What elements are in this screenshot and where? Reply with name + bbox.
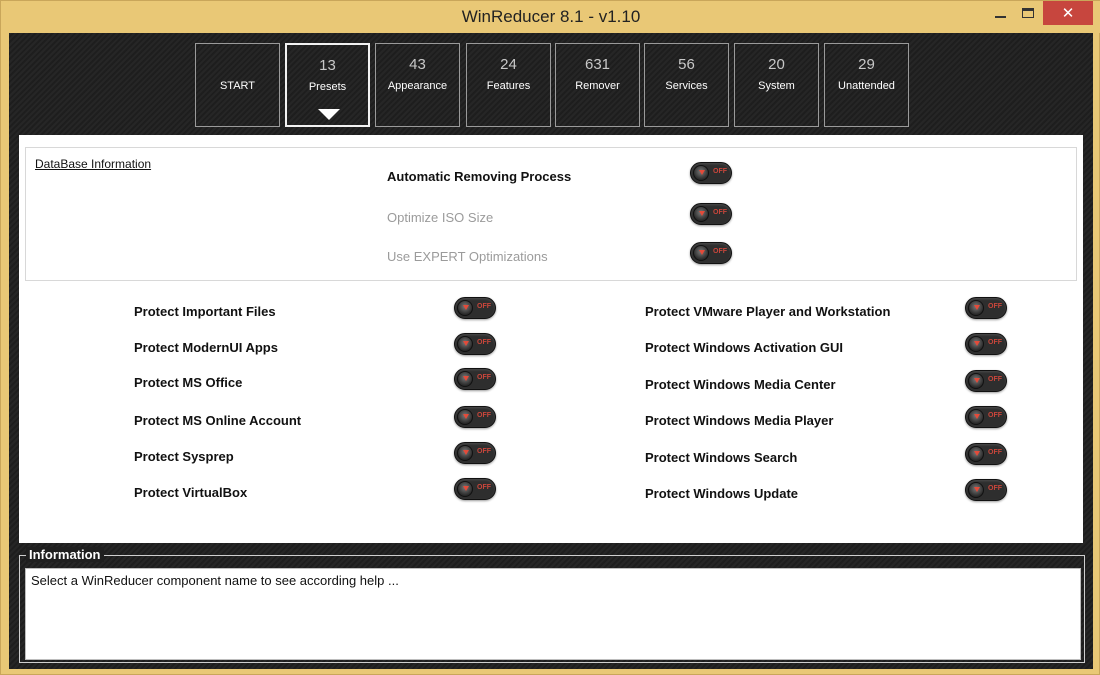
toggle-knob-icon (457, 445, 473, 461)
tab-unattended[interactable] (824, 43, 909, 127)
toggle-state: OFF (477, 374, 491, 381)
toggle-knob-icon (457, 336, 473, 352)
protect-windows-update-label: Protect Windows Update (645, 486, 799, 501)
information-group (19, 547, 1085, 663)
protect-windows-media-player-label: Protect Windows Media Player (645, 413, 834, 428)
protect-windows-search-label: Protect Windows Search (645, 450, 798, 465)
presets-panel (19, 135, 1083, 543)
database-information-link[interactable]: DataBase Information (35, 157, 152, 171)
tab-label: Appearance (387, 80, 448, 92)
toggle-knob-icon (457, 300, 473, 316)
protect-important-files-label: Protect Important Files (134, 304, 276, 319)
toggle-state: OFF (477, 484, 491, 491)
protect-virtualbox-label: Protect VirtualBox (134, 485, 248, 500)
information-text-box[interactable] (25, 568, 1081, 660)
tab-label: Features (486, 80, 531, 92)
protect-important-files-toggle[interactable] (454, 297, 496, 319)
tab-label: Remover (575, 80, 620, 92)
database-options-box (25, 147, 1077, 281)
tab-features[interactable] (466, 43, 551, 127)
protect-virtualbox-toggle[interactable] (454, 478, 496, 500)
toggle-state: OFF (988, 339, 1002, 346)
toggle-knob-icon (693, 245, 709, 261)
tab-count: 631 (584, 56, 611, 73)
protect-vmware-label: Protect VMware Player and Workstation (645, 304, 891, 319)
protect-windows-update-toggle[interactable] (965, 479, 1007, 501)
protect-ms-office-toggle[interactable] (454, 368, 496, 390)
toggle-state: OFF (477, 448, 491, 455)
protect-windows-activation-gui-label: Protect Windows Activation GUI (645, 340, 844, 355)
tab-count: 13 (319, 57, 336, 74)
maximize-button[interactable] (1015, 1, 1041, 25)
automatic-removing-toggle[interactable] (690, 162, 732, 184)
minimize-icon (995, 16, 1006, 18)
toggle-knob-icon (968, 300, 984, 316)
minimize-button[interactable] (987, 1, 1013, 25)
information-text: Select a WinReducer component name to see according help ... (31, 573, 399, 588)
tab-remover[interactable] (555, 43, 640, 127)
tab-start[interactable] (195, 43, 280, 127)
tab-count: 24 (500, 56, 517, 73)
protect-sysprep-label: Protect Sysprep (134, 449, 234, 464)
protect-sysprep-toggle[interactable] (454, 442, 496, 464)
tab-count: 20 (768, 56, 785, 73)
toggle-state: OFF (988, 449, 1002, 456)
client-area (9, 33, 1093, 669)
toggle-state: OFF (713, 248, 727, 255)
toggle-knob-icon (968, 409, 984, 425)
title-bar[interactable] (1, 1, 1100, 33)
toggle-knob-icon (457, 371, 473, 387)
protect-windows-media-player-toggle[interactable] (965, 406, 1007, 428)
tab-system[interactable] (734, 43, 819, 127)
toggle-state: OFF (713, 209, 727, 216)
protect-windows-search-toggle[interactable] (965, 443, 1007, 465)
protect-ms-online-account-toggle[interactable] (454, 406, 496, 428)
close-icon: ✕ (1061, 5, 1075, 22)
tab-label: Services (665, 80, 708, 92)
option-label-automatic-removing: Automatic Removing Process (387, 169, 572, 184)
tab-presets[interactable] (285, 43, 370, 127)
toggle-state: OFF (477, 339, 491, 346)
tab-count: 56 (678, 56, 695, 73)
toggle-knob-icon (968, 336, 984, 352)
toggle-state: OFF (988, 303, 1002, 310)
tab-label: Presets (308, 81, 347, 93)
toggle-state: OFF (477, 412, 491, 419)
protect-ms-online-account-label: Protect MS Online Account (134, 413, 302, 428)
tab-count: 43 (409, 56, 426, 73)
tab-label: System (758, 80, 795, 92)
toggle-knob-icon (968, 482, 984, 498)
close-button[interactable] (1043, 1, 1093, 25)
selected-arrow-icon (318, 109, 340, 120)
toggle-state: OFF (477, 303, 491, 310)
optimize-iso-toggle[interactable] (690, 203, 732, 225)
protect-modernui-apps-toggle[interactable] (454, 333, 496, 355)
toggle-state: OFF (988, 485, 1002, 492)
protect-modernui-apps-label: Protect ModernUI Apps (134, 340, 278, 355)
toggle-knob-icon (968, 373, 984, 389)
toggle-knob-icon (457, 409, 473, 425)
toggle-knob-icon (693, 206, 709, 222)
protect-vmware-toggle[interactable] (965, 297, 1007, 319)
protect-ms-office-label: Protect MS Office (134, 375, 243, 390)
tab-count: 29 (858, 56, 875, 73)
option-label-optimize-iso: Optimize ISO Size (387, 210, 494, 225)
tab-label: START (219, 80, 256, 92)
tab-services[interactable] (644, 43, 729, 127)
toggle-state: OFF (713, 168, 727, 175)
toggle-state: OFF (988, 376, 1002, 383)
toggle-knob-icon (457, 481, 473, 497)
option-label-expert-optimizations: Use EXPERT Optimizations (387, 249, 548, 264)
protect-windows-activation-gui-toggle[interactable] (965, 333, 1007, 355)
expert-optimizations-toggle[interactable] (690, 242, 732, 264)
tab-appearance[interactable] (375, 43, 460, 127)
information-title: Information (26, 547, 104, 562)
protect-windows-media-center-label: Protect Windows Media Center (645, 377, 836, 392)
toggle-state: OFF (988, 412, 1002, 419)
toggle-knob-icon (693, 165, 709, 181)
tab-label: Unattended (838, 80, 895, 92)
toggle-knob-icon (968, 446, 984, 462)
window-title: WinReducer 8.1 - v1.10 (461, 7, 641, 26)
maximize-icon (1022, 8, 1034, 18)
protect-windows-media-center-toggle[interactable] (965, 370, 1007, 392)
